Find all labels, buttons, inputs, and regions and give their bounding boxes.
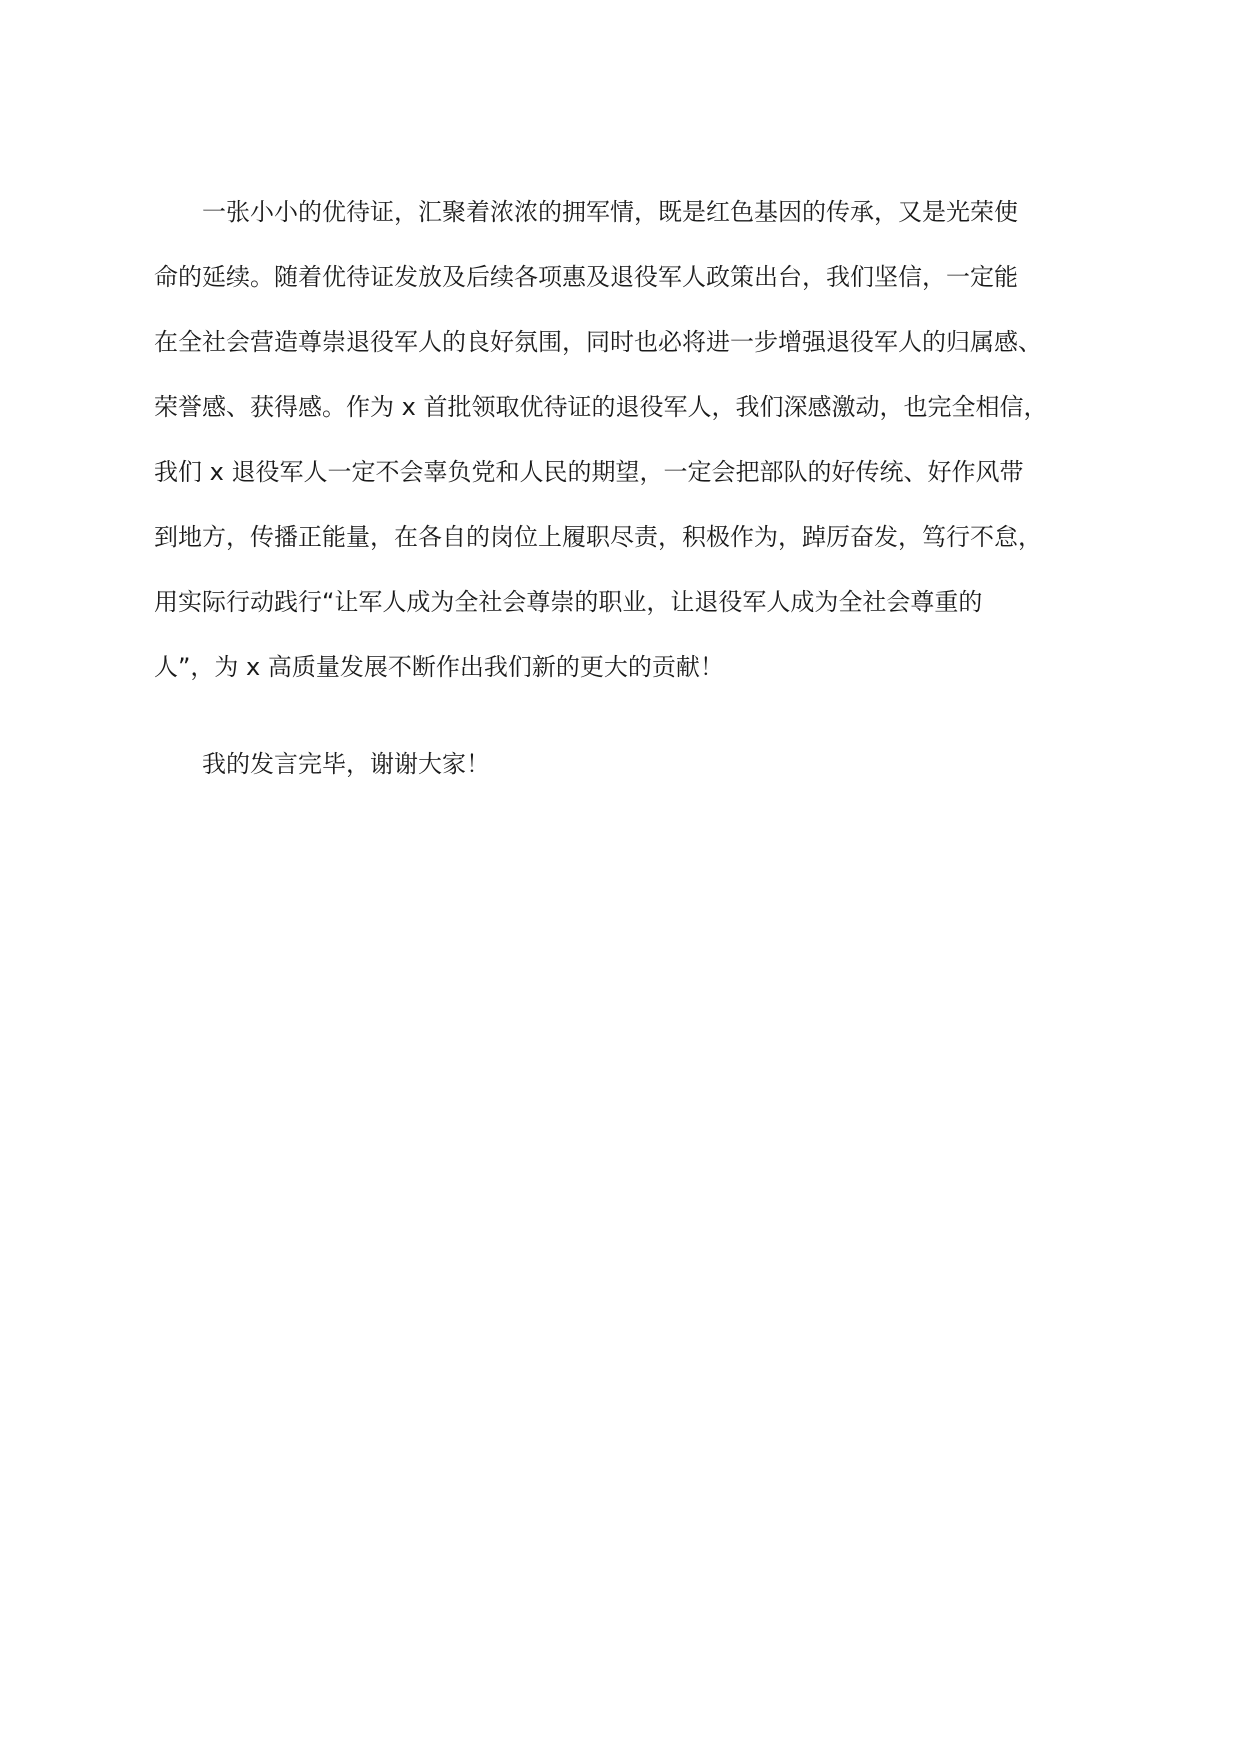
text-line: 用实际行动践行“让军人成为全社会尊崇的职业，让退役军人成为全社会尊重的 — [154, 588, 983, 616]
text-line: 我们 x 退役军人一定不会辜负党和人民的期望，一定会把部队的好传统、好作风带 — [154, 458, 1024, 486]
paragraph-closing-remarks — [154, 188, 1094, 708]
text-line: 人”，为 x 高质量发展不断作出我们新的更大的贡献！ — [154, 653, 724, 681]
text-line: 我的发言完毕，谢谢大家！ — [154, 750, 490, 778]
text-line: 一张小小的优待证，汇聚着浓浓的拥军情，既是红色基因的传承，又是光荣使 — [154, 198, 1018, 226]
text-line: 在全社会营造尊崇退役军人的良好氛围，同时也必将进一步增强退役军人的归属感、 — [154, 328, 1042, 356]
text-line: 荣誉感、获得感。作为 x 首批领取优待证的退役军人，我们深感激动，也完全相信， — [154, 393, 1048, 421]
speech-body — [154, 188, 1094, 805]
paragraph-gap — [154, 708, 1094, 740]
text-line: 命的延续。随着优待证发放及后续各项惠及退役军人政策出台，我们坚信，一定能 — [154, 263, 1018, 291]
paragraph-thanks — [154, 740, 1094, 805]
text-line: 到地方，传播正能量，在各自的岗位上履职尽责，积极作为，踔厉奋发，笃行不怠， — [154, 523, 1042, 551]
